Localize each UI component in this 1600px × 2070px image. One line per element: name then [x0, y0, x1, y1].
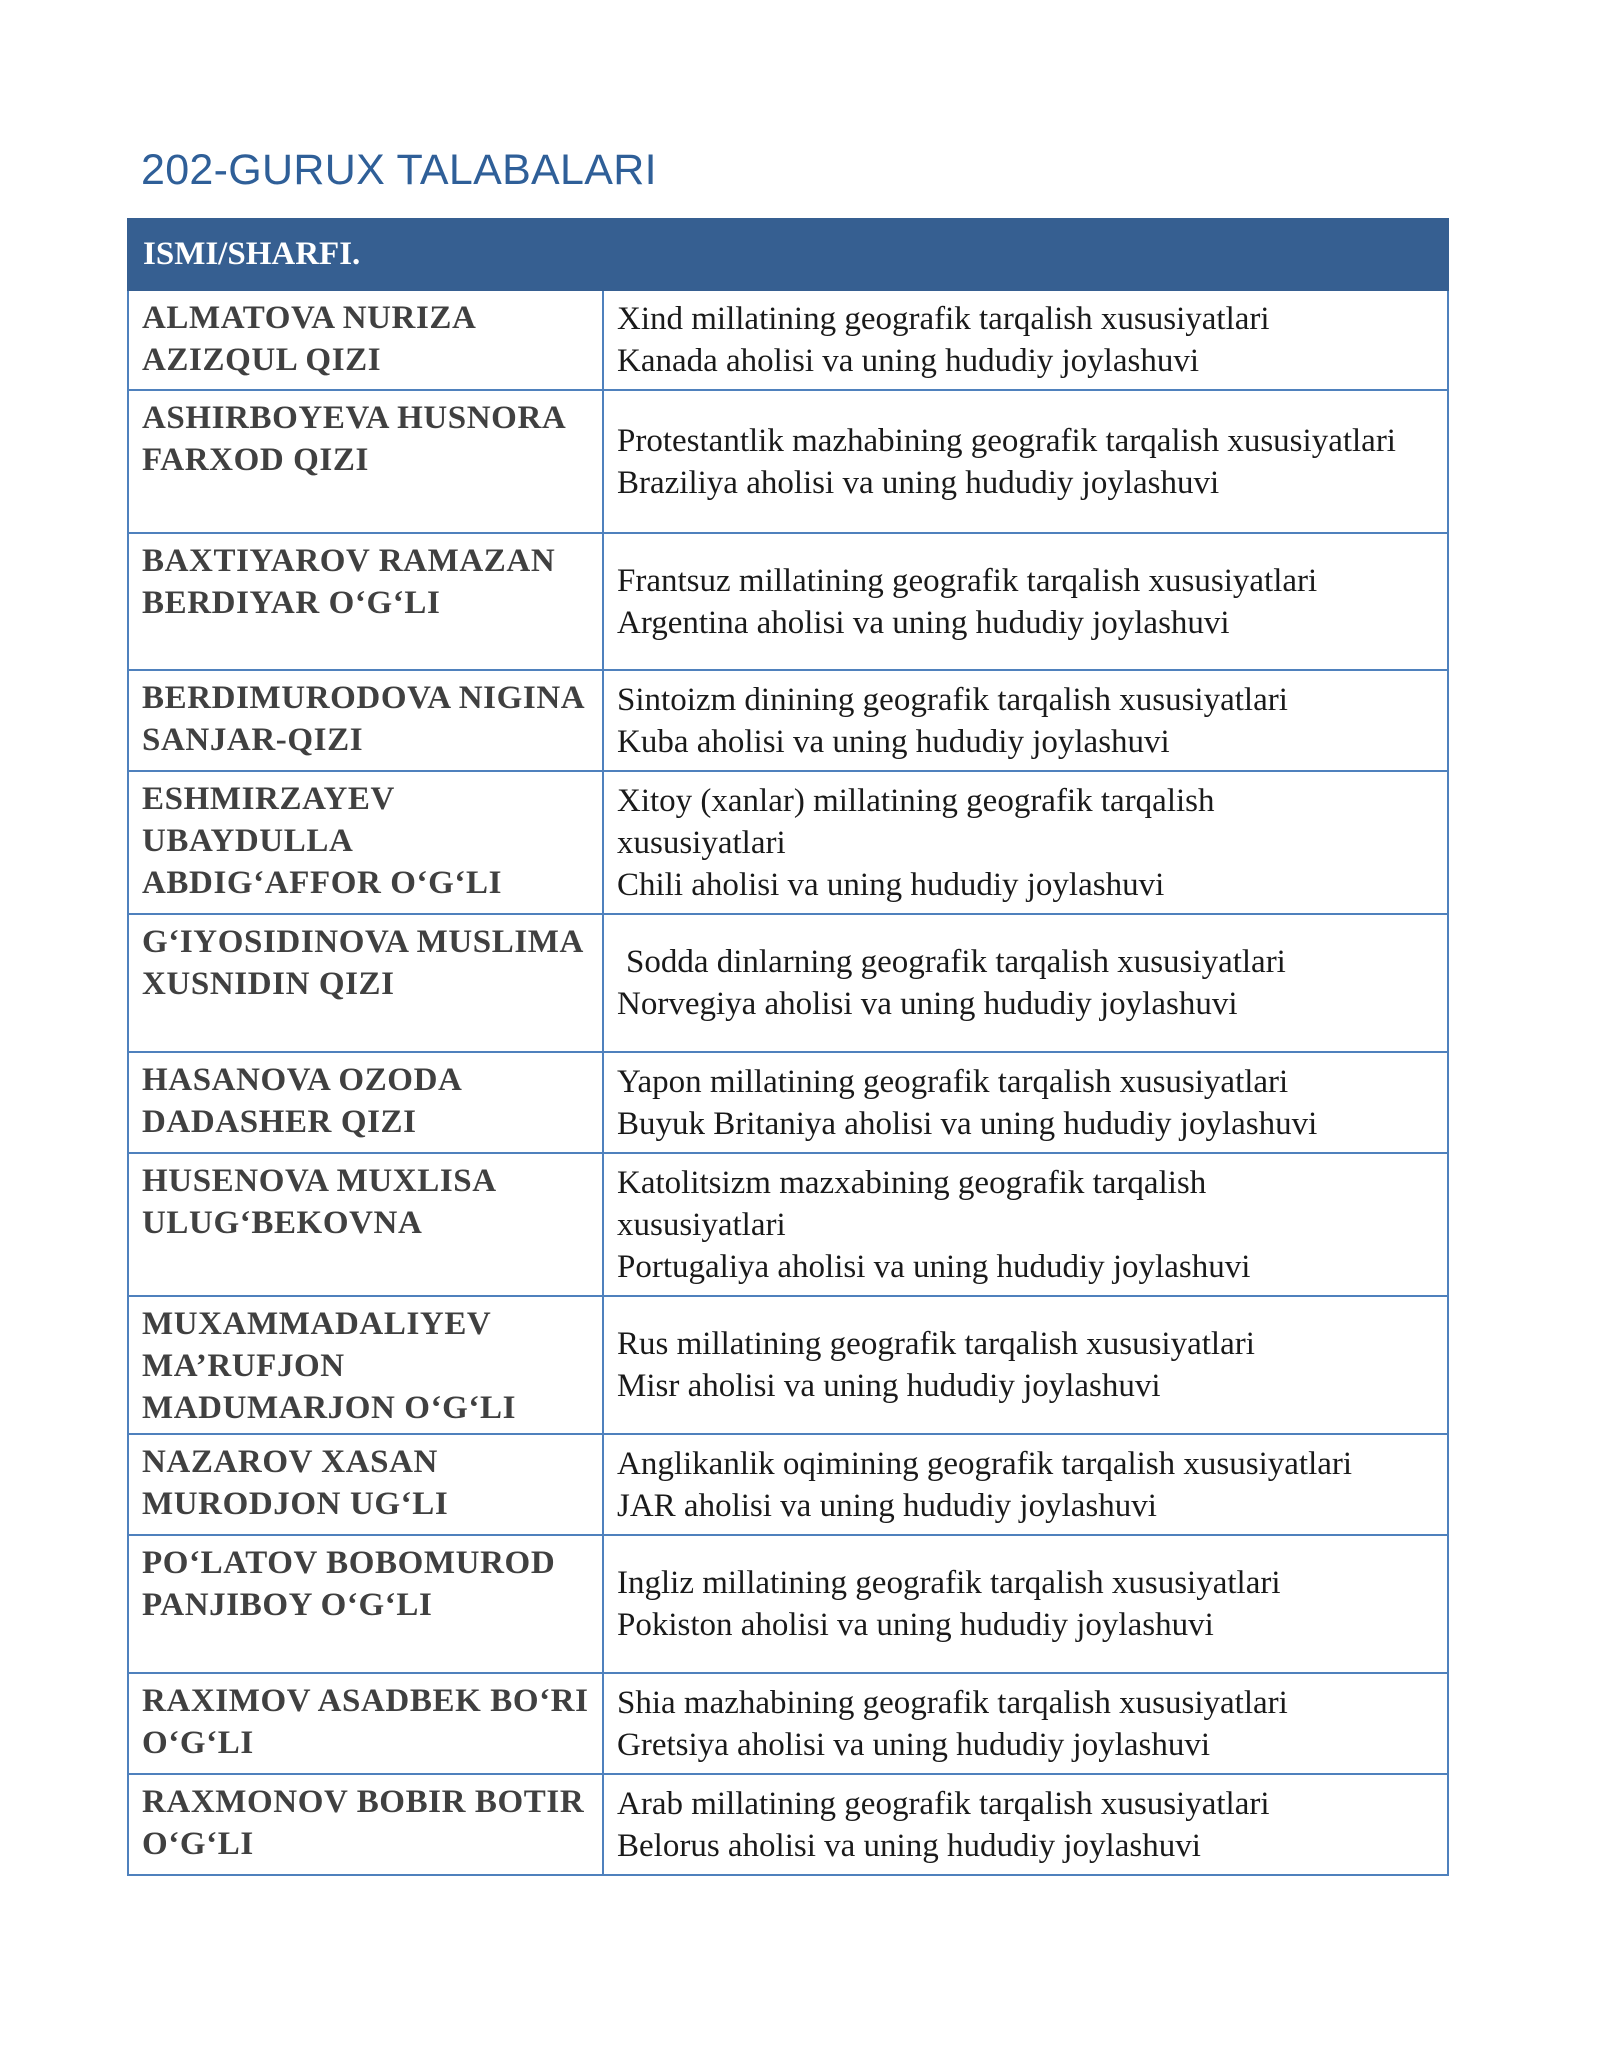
topics-cell — [603, 1673, 1448, 1774]
student-name: G‘IYOSIDINOVA MUSLIMA XUSNIDIN QIZI — [128, 914, 603, 1052]
topics-cell — [603, 533, 1448, 670]
table-row — [128, 1434, 1448, 1535]
table-row — [128, 290, 1448, 390]
topic-country-population: Pokiston aholisi va uning hududiy joylashuvi — [617, 1607, 1214, 1643]
page-title: 202-GURUX TALABALARI — [141, 146, 657, 194]
student-name: PO‘LATOV BOBOMUROD PANJIBOY O‘G‘LI — [128, 1535, 603, 1673]
student-name: MUXAMMADALIYEV MA’RUFJON MADUMARJON O‘G‘LI — [128, 1296, 603, 1434]
topic-country-population: Argentina aholisi va uning hududiy joylashuvi — [617, 604, 1230, 641]
table-header-name: ISMI/SHARFI. — [128, 219, 1448, 290]
topic-country-population: Buyuk Britaniya aholisi va uning hududiy joylashuvi — [617, 1105, 1318, 1142]
topics-cell — [603, 670, 1448, 771]
topic-country-population: Misr aholisi va uning hududiy joylashuvi — [617, 1368, 1161, 1404]
table-row — [128, 670, 1448, 771]
table-row — [128, 1296, 1448, 1434]
table-row — [128, 1052, 1448, 1153]
table-row — [128, 771, 1448, 914]
students-table — [127, 218, 1449, 1876]
student-name: BERDIMURODOVA NIGINA SANJAR-QIZI — [128, 670, 603, 771]
topics-cell — [603, 1535, 1448, 1673]
table-row — [128, 914, 1448, 1052]
topic-ethnic-religious: Katolitsizm mazxabining geografik tarqalish xususiyatlari — [617, 1164, 1207, 1243]
table-row — [128, 1535, 1448, 1673]
topic-country-population: Portugaliya aholisi va uning hududiy joylashuvi — [617, 1248, 1251, 1285]
topic-country-population: Gretsiya aholisi va uning hududiy joylashuvi — [617, 1726, 1211, 1763]
student-name: RAXMONOV BOBIR BOTIR O‘G‘LI — [128, 1774, 603, 1875]
student-name: BAXTIYAROV RAMAZAN BERDIYAR O‘G‘LI — [128, 533, 603, 670]
topics-cell — [603, 1296, 1448, 1434]
topic-ethnic-religious: Rus millatining geografik tarqalish xususiyatlari — [617, 1326, 1255, 1362]
student-name: HASANOVA OZODA DADASHER QIZI — [128, 1052, 603, 1153]
topic-ethnic-religious: Sintoizm dinining geografik tarqalish xususiyatlari — [617, 681, 1288, 718]
topic-ethnic-religious: Protestantlik mazhabining geografik tarqalish xususiyatlari — [617, 422, 1396, 459]
topic-country-population: Kanada aholisi va uning hududiy joylashuvi — [617, 343, 1199, 379]
student-name: ASHIRBOYEVA HUSNORA FARXOD QIZI — [128, 390, 603, 533]
student-name: HUSENOVA MUXLISA ULUG‘BEKOVNA — [128, 1153, 603, 1296]
topic-country-population: Braziliya aholisi va uning hududiy joylashuvi — [617, 464, 1220, 501]
table-header-row — [128, 219, 1448, 290]
table-row — [128, 533, 1448, 670]
topic-ethnic-religious: Frantsuz millatining geografik tarqalish xususiyatlari — [617, 562, 1318, 599]
topics-cell — [603, 1052, 1448, 1153]
topic-ethnic-religious: Xitoy (xanlar) millatining geografik tarqalish xususiyatlari — [617, 782, 1215, 861]
table-row — [128, 1153, 1448, 1296]
topics-cell — [603, 290, 1448, 390]
topic-country-population: Norvegiya aholisi va uning hududiy joylashuvi — [617, 986, 1238, 1022]
topic-country-population: Kuba aholisi va uning hududiy joylashuvi — [617, 723, 1170, 760]
topic-ethnic-religious: Xind millatining geografik tarqalish xususiyatlari — [617, 301, 1270, 337]
topic-country-population: Chili aholisi va uning hududiy joylashuvi — [617, 866, 1165, 903]
student-name: ESHMIRZAYEV UBAYDULLA ABDIG‘AFFOR O‘G‘LI — [128, 771, 603, 914]
topic-country-population: JAR aholisi va uning hududiy joylashuvi — [617, 1487, 1157, 1524]
topic-ethnic-religious: Shia mazhabining geografik tarqalish xususiyatlari — [617, 1684, 1288, 1721]
topics-cell — [603, 1434, 1448, 1535]
table-row — [128, 1673, 1448, 1774]
student-name: ALMATOVA NURIZA AZIZQUL QIZI — [128, 290, 603, 390]
topics-cell — [603, 914, 1448, 1052]
topics-cell — [603, 1774, 1448, 1875]
student-name: RAXIMOV ASADBEK BO‘RI O‘G‘LI — [128, 1673, 603, 1774]
student-name: NAZAROV XASAN MURODJON UG‘LI — [128, 1434, 603, 1535]
topic-ethnic-religious: Sodda dinlarning geografik tarqalish xususiyatlari — [626, 944, 1286, 980]
topic-ethnic-religious: Anglikanlik oqimining geografik tarqalish xususiyatlari — [617, 1445, 1353, 1482]
table-row — [128, 1774, 1448, 1875]
topics-cell — [603, 771, 1448, 914]
topic-country-population: Belorus aholisi va uning hududiy joylashuvi — [617, 1827, 1201, 1864]
topic-ethnic-religious: Ingliz millatining geografik tarqalish xususiyatlari — [617, 1565, 1281, 1601]
topics-cell — [603, 390, 1448, 533]
topics-cell — [603, 1153, 1448, 1296]
table-row — [128, 390, 1448, 533]
topic-ethnic-religious: Arab millatining geografik tarqalish xususiyatlari — [617, 1785, 1270, 1822]
topic-ethnic-religious: Yapon millatining geografik tarqalish xususiyatlari — [617, 1063, 1289, 1100]
